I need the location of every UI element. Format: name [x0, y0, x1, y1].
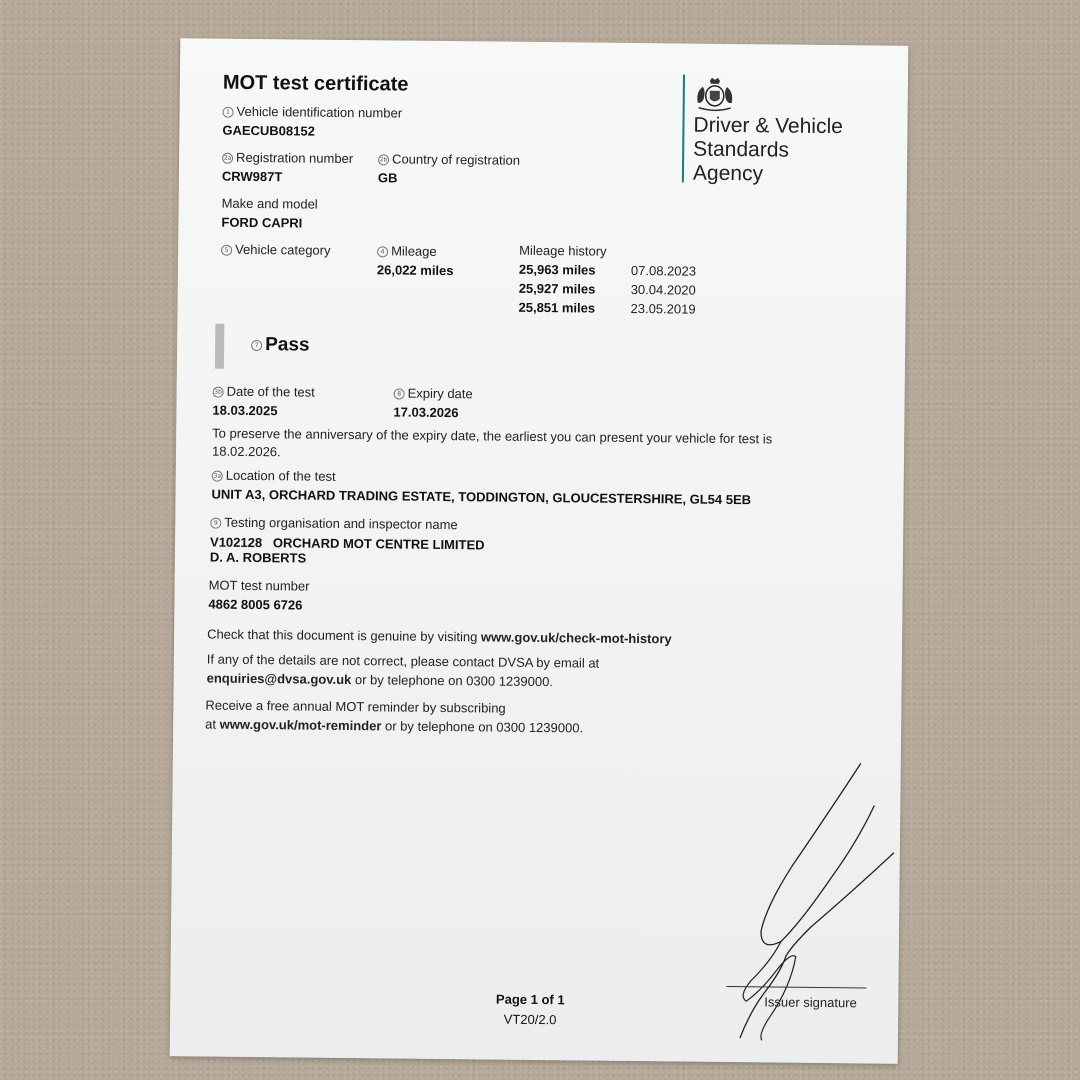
- royal-crest-icon: [693, 77, 737, 113]
- result-row: [251, 334, 310, 357]
- mileage-history-label: Mileage history: [519, 242, 607, 259]
- mot-certificate-paper: [170, 38, 909, 1064]
- check-genuine-line: [207, 627, 672, 647]
- expiry-date-value: 17.03.2026: [393, 404, 459, 421]
- country-value: GB: [377, 170, 398, 186]
- field-number: 5: [221, 245, 232, 256]
- inspector-name: D. A. ROBERTS: [209, 549, 307, 566]
- field-number: 8: [394, 389, 405, 400]
- test-number-value: 4862 8005 6726: [208, 596, 303, 613]
- location-label-row: [212, 468, 336, 484]
- contact-line2: [207, 671, 553, 690]
- mot-reminder-link[interactable]: www.gov.uk/mot-reminder: [219, 716, 382, 734]
- reminder-line2: [205, 717, 583, 736]
- page-number: Page 1 of 1: [495, 991, 565, 1008]
- mileage-history-row: [518, 300, 718, 321]
- contact-line1: If any of the details are not correct, please contact DVSA by email at: [206, 651, 600, 671]
- expiry-date-label-row: [394, 385, 473, 401]
- field-number: 2a: [222, 153, 233, 164]
- mileage-label: Mileage: [391, 243, 437, 259]
- contact-line2-rest: or by telephone on 0300 1239000.: [351, 672, 554, 690]
- anniversary-note-line1: To preserve the anniversary of the expiry date, the earliest you can present your vehicle for test is: [212, 425, 773, 447]
- registration-label-row: [222, 150, 353, 166]
- field-number: 1: [223, 107, 234, 118]
- expiry-date-label: Expiry date: [407, 385, 473, 402]
- mileage-history-date: 07.08.2023: [630, 262, 697, 279]
- make-model-value: FORD CAPRI: [221, 214, 303, 231]
- registration-value: CRW987T: [221, 168, 283, 185]
- contact-email-link[interactable]: enquiries@dvsa.gov.uk: [206, 670, 352, 688]
- result-label: Pass: [265, 334, 310, 356]
- form-code: VT20/2.0: [503, 1011, 557, 1028]
- field-number: 9: [210, 518, 221, 529]
- country-label-row: [378, 151, 520, 167]
- mileage-history-miles: 25,963 miles: [518, 261, 596, 278]
- registration-label: Registration number: [236, 149, 354, 167]
- test-date-label: Date of the test: [226, 383, 315, 400]
- mileage-history-date: 30.04.2020: [630, 281, 696, 298]
- organisation-label-row: [210, 515, 458, 533]
- vin-label: Vehicle identification number: [236, 103, 403, 121]
- reminder-at: at: [205, 716, 220, 732]
- test-date-value: 18.03.2025: [212, 402, 278, 419]
- result-marker-bar: [215, 324, 224, 369]
- agency-name-line1: Driver & Vehicle: [693, 113, 843, 139]
- reminder-rest: or by telephone on 0300 1239000.: [381, 718, 584, 736]
- anniversary-note-line2: 18.02.2026.: [211, 443, 281, 460]
- dvsa-accent-bar: [682, 74, 685, 182]
- agency-name-line3: Agency: [692, 161, 764, 186]
- category-label-row: [221, 242, 331, 258]
- field-number: 7: [251, 340, 262, 351]
- location-value: UNIT A3, ORCHARD TRADING ESTATE, TODDINGTON, GLOUCESTERSHIRE, GL54 5EB: [211, 486, 752, 508]
- mileage-history-miles: 25,851 miles: [518, 299, 596, 316]
- field-number: 3a: [212, 471, 223, 482]
- certificate-title: MOT test certificate: [222, 71, 409, 96]
- mileage-history-date: 23.05.2019: [630, 300, 696, 317]
- check-mot-history-link[interactable]: www.gov.uk/check-mot-history: [480, 629, 672, 647]
- mileage-history-miles: 25,927 miles: [518, 280, 596, 297]
- category-label: Vehicle category: [235, 241, 331, 258]
- test-date-label-row: [213, 384, 315, 400]
- agency-name: [693, 114, 843, 188]
- organisation-label: Testing organisation and inspector name: [224, 514, 458, 533]
- vin-label-row: [223, 104, 403, 121]
- field-number: 4: [377, 246, 388, 257]
- mileage-value: 26,022 miles: [376, 262, 454, 279]
- check-genuine-text: Check that this document is genuine by visiting: [207, 626, 482, 645]
- country-label: Country of registration: [392, 151, 521, 168]
- location-label: Location of the test: [225, 467, 336, 484]
- vin-value: GAECUB08152: [222, 122, 315, 139]
- organisation-line1: V102128 ORCHARD MOT CENTRE LIMITED: [209, 534, 485, 553]
- test-number-label: MOT test number: [208, 577, 310, 594]
- signature-label: Issuer signature: [764, 994, 857, 1011]
- make-model-label: Make and model: [221, 195, 318, 212]
- mileage-label-row: [377, 243, 437, 259]
- mileage-history-list: [518, 262, 719, 321]
- agency-name-line2: Standards: [693, 137, 790, 162]
- field-number: 2b: [378, 154, 389, 165]
- mileage-history-row: [519, 262, 719, 283]
- field-number: 3b: [213, 387, 224, 398]
- reminder-line1: Receive a free annual MOT reminder by subscribing: [205, 697, 506, 716]
- mileage-history-row: [519, 281, 719, 302]
